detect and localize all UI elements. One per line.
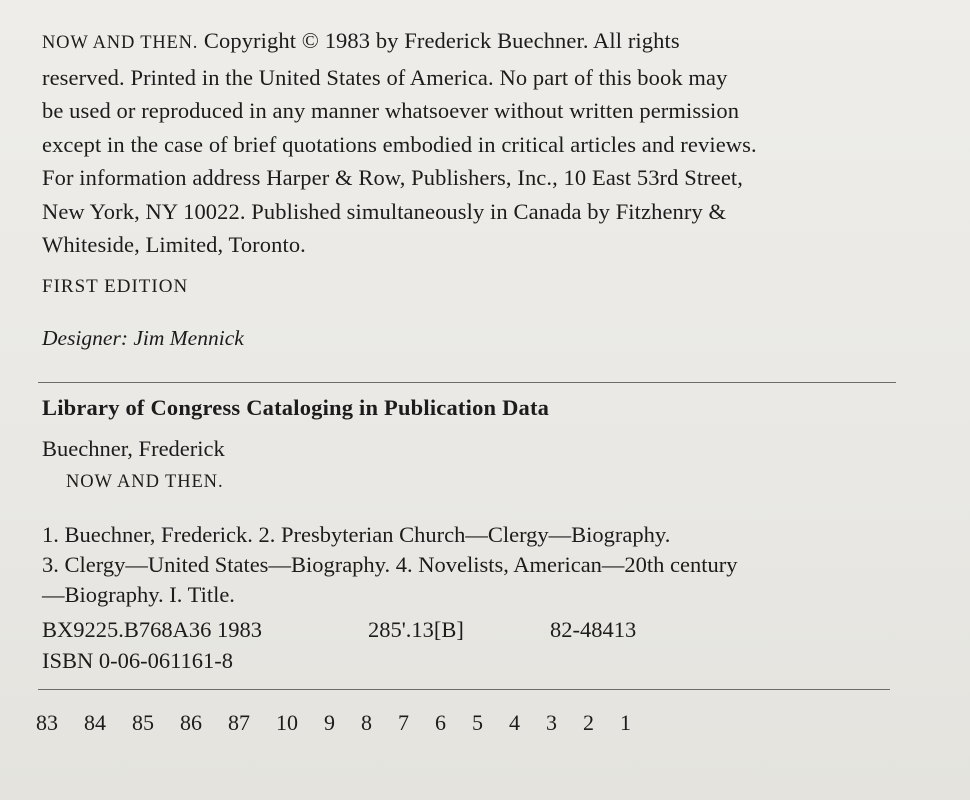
copyright-line-3: be used or reproduced in any manner whatsoever without written permission — [42, 98, 740, 123]
copyright-line-5: For information address Harper & Row, Publishers, Inc., 10 East 53rd Street, — [42, 165, 744, 190]
printing-number: 10 — [276, 710, 298, 735]
copyright-line-4: except in the case of brief quotations embodied in critical articles and reviews. — [42, 131, 757, 157]
printing-number: 1 — [620, 710, 631, 735]
copyright-line-1 — [42, 24, 902, 61]
classification-line — [42, 617, 636, 643]
printing-number: 86 — [180, 710, 202, 735]
printing-number: 8 — [361, 710, 372, 735]
copyright-notice — [42, 24, 902, 262]
copyright-line-7: Whiteside, Limited, Toronto. — [42, 232, 306, 257]
copyright-line-2: reserved. Printed in the United States of America. No part of this book may — [42, 64, 728, 90]
printing-number: 9 — [324, 710, 335, 735]
cip-author: Buechner, Frederick — [42, 436, 225, 461]
printing-number: 3 — [546, 710, 557, 735]
copyright-line-1-text: Copyright © 1983 by Frederick Buechner. All rights — [198, 28, 680, 53]
subject-line: 1. Buechner, Frederick. 2. Presbyterian Church—Clergy—Biography. — [42, 522, 671, 547]
cip-subjects — [42, 520, 902, 610]
printing-number: 5 — [472, 710, 483, 735]
lccn: 82-48413 — [550, 617, 637, 642]
printing-number: 83 — [36, 710, 58, 735]
printing-line — [36, 710, 657, 736]
divider-top — [38, 382, 896, 383]
cip-book-title: NOW AND THEN. — [66, 472, 224, 492]
printing-number: 87 — [228, 710, 250, 735]
lc-classification: BX9225.B768A36 1983 — [42, 617, 263, 642]
printing-number: 4 — [509, 710, 520, 735]
dewey-number: 285'.13[B] — [368, 617, 464, 642]
printing-number: 2 — [583, 710, 594, 735]
edition-label: FIRST EDITION — [42, 276, 189, 297]
copyright-line-6: New York, NY 10022. Published simultaneously in Canada by Fitzhenry & — [42, 198, 727, 224]
printing-number: 7 — [398, 710, 409, 735]
divider-bottom — [38, 689, 890, 690]
subject-line: —Biography. I. Title. — [42, 582, 235, 607]
book-title-caps: NOW AND THEN. — [42, 33, 199, 53]
printing-number: 6 — [435, 710, 446, 735]
subject-line: 3. Clergy—United States—Biography. 4. Novelists, American—20th century — [42, 552, 738, 577]
printing-number: 84 — [84, 710, 106, 735]
cip-heading: Library of Congress Cataloging in Publication Data — [42, 395, 550, 420]
designer-credit: Designer: Jim Mennick — [42, 326, 244, 350]
printing-number: 85 — [132, 710, 154, 735]
isbn: ISBN 0-06-061161-8 — [42, 648, 234, 673]
